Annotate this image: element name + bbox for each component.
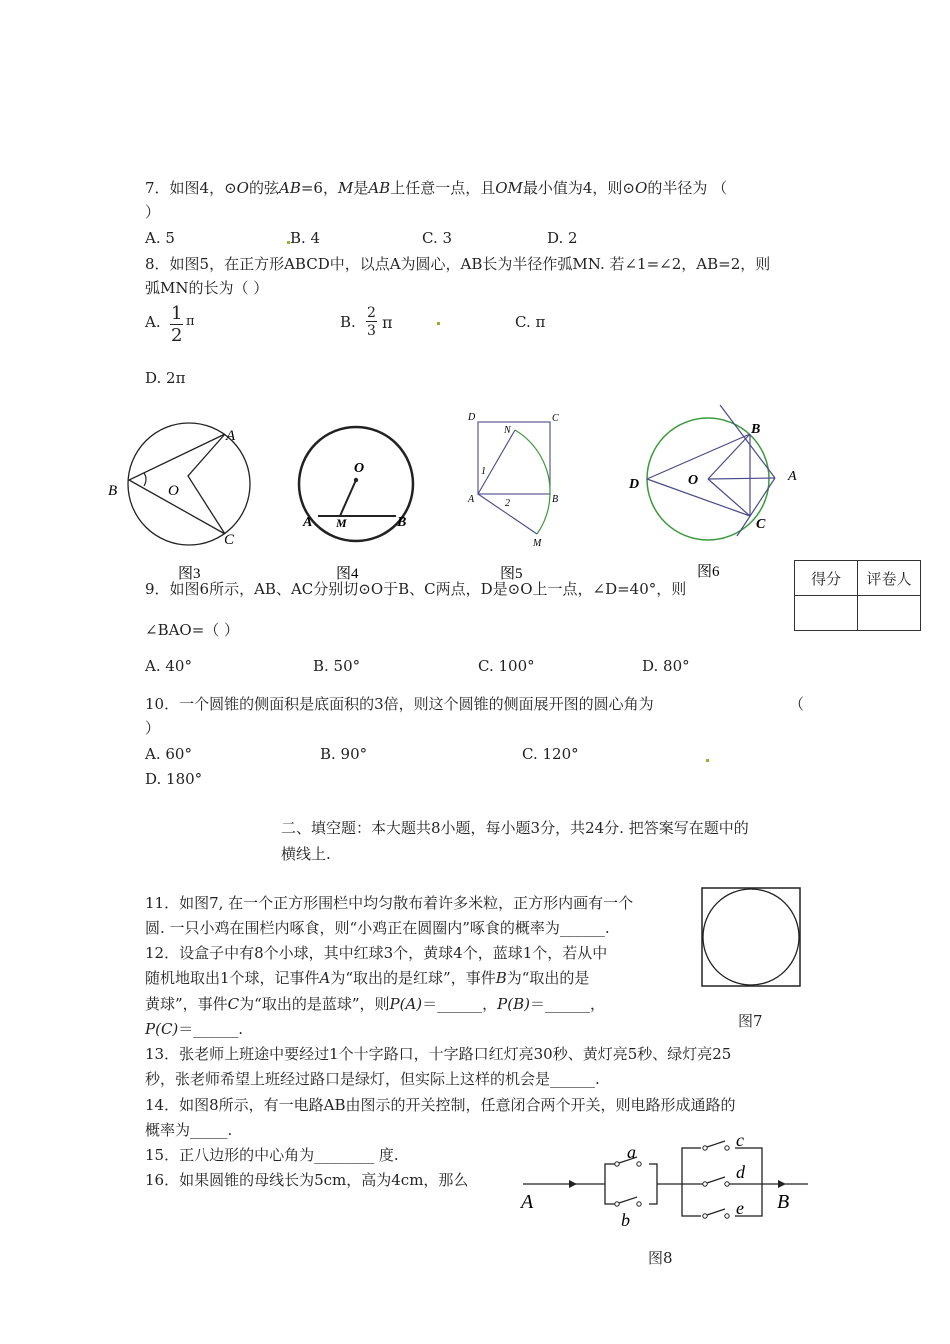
fig6-label-o: O	[688, 473, 699, 488]
q11-line1: 11．如图7, 在一个正方形围栏中均匀散布着许多米粒，正方形内画有一个	[145, 894, 634, 912]
q12-line3: 黄球”，事件C为“取出的是蓝球”，则P(A)＝______，P(B)＝______，	[145, 995, 605, 1013]
stray-dot	[437, 322, 440, 325]
q8-option-b-fraction	[366, 306, 377, 338]
fig5-label-2: 2	[505, 498, 510, 509]
q14-line1: 14．如图8所示，有一电路AB由图示的开关控制，任意闭合两个开关，则电路形成通路的	[145, 1096, 736, 1114]
q8-b-denominator: 3	[367, 323, 376, 339]
q9-option-a: A. 40°	[145, 657, 192, 675]
q12-line2: 随机地取出1个球，记事件A为“取出的是红球”，事件B为“取出的是	[145, 969, 590, 987]
q8-a-numerator: 1	[171, 303, 183, 324]
fig6-label-d: D	[629, 477, 640, 492]
fig3-label-c: C	[224, 532, 235, 548]
fig6-label-a: A	[788, 469, 797, 484]
score-cell[interactable]	[795, 596, 858, 631]
fig3-label-a: A	[226, 428, 236, 444]
score-header: 得分	[795, 561, 858, 596]
stray-dot	[706, 759, 709, 762]
q7-option-b: B. 4	[290, 229, 321, 247]
q10-option-a: A. 60°	[145, 745, 192, 763]
q8-option-a-fraction	[170, 305, 183, 345]
q10-option-c: C. 120°	[522, 745, 579, 763]
q7-close-paren: ）	[145, 203, 161, 221]
q8-option-b-label: B.	[340, 313, 356, 331]
fig4-caption: 图4	[336, 566, 359, 582]
fig5-label-m: M	[533, 538, 542, 549]
q13-line1: 13．张老师上班途中要经过1个十字路口，十字路口红灯亮30秒、黄灯亮5秒、绿灯亮25	[145, 1045, 732, 1063]
q8-option-b-pi: π	[382, 313, 393, 332]
q7-line1: 7．如图4，⊙O的弦AB=6，M是AB上任意一点，且OM最小值为4，则⊙O的半径为 （	[145, 179, 728, 197]
q9-option-d: D. 80°	[642, 657, 690, 675]
q7-option-d: D. 2	[547, 229, 578, 247]
fig5-label-d: D	[468, 412, 476, 423]
fig4-label-b: B	[397, 515, 407, 530]
grader-header: 评卷人	[858, 561, 921, 596]
figure-7	[700, 886, 804, 990]
fig6-label-b: B	[751, 422, 761, 437]
fig4-label-a: A	[303, 515, 313, 530]
fig5-label-1: 1	[481, 466, 486, 477]
fig8-switch-e: e	[736, 1198, 744, 1218]
fig5-label-c: C	[552, 413, 559, 424]
q8-line1: 8．如图5，在正方形ABCD中，以点A为圆心，AB长为半径作弧MN. 若∠1=∠2，AB=2，则	[145, 255, 771, 273]
q10-paren-close: ）	[145, 719, 161, 737]
fig8-switch-b: b	[621, 1210, 630, 1230]
figure-6	[628, 405, 797, 580]
fig6-caption: 图6	[697, 564, 720, 580]
score-table	[794, 560, 921, 631]
q9-option-b: B. 50°	[313, 657, 361, 675]
q9-line1: 9．如图6所示，AB、AC分别切⊙O于B、C两点，D是⊙O上一点，∠D=40°，则	[145, 580, 687, 598]
fig8-switch-c: c	[736, 1130, 744, 1150]
q15-text: 15．正八边形的中心角为________ 度.	[145, 1146, 399, 1164]
fig3-caption: 图3	[178, 566, 201, 582]
q8-line2: 弧MN的长为（ ）	[145, 279, 269, 297]
q9-line2: ∠BAO=（ ）	[145, 621, 240, 639]
q10-option-b: B. 90°	[320, 745, 368, 763]
q8-b-numerator: 2	[367, 305, 376, 321]
q14-line2: 概率为_____.	[145, 1121, 233, 1139]
fig8-label-b-node: B	[777, 1191, 790, 1213]
fig5-label-b: B	[552, 494, 559, 505]
fig5-label-a: A	[468, 494, 475, 505]
q10-option-d: D. 180°	[145, 770, 203, 788]
figure-5	[467, 412, 559, 582]
grader-cell[interactable]	[858, 596, 921, 631]
q11-line2: 圆. 一只小鸡在围栏内啄食，则“小鸡正在圆圈内”啄食的概率为______.	[145, 919, 610, 937]
q8-option-a-pi: π	[186, 314, 195, 329]
fig3-label-o: O	[168, 483, 179, 499]
q7-option-c: C. 3	[422, 229, 453, 247]
fig4-label-o: O	[354, 461, 365, 476]
q8-option-c: C. π	[515, 313, 546, 331]
q9-option-c: C. 100°	[478, 657, 535, 675]
fig8-switch-d: d	[736, 1162, 745, 1182]
q12-line1: 12．设盒子中有8个小球，其中红球3个，黄球4个，蓝球1个，若从中	[145, 944, 608, 962]
fig8-switch-a: a	[627, 1142, 636, 1162]
fig8-label-a-node: A	[521, 1191, 534, 1213]
q10-paren-open: （	[789, 695, 805, 713]
section2-line2: 横线上.	[281, 845, 331, 863]
figure-8-circuit	[515, 1128, 815, 1238]
figure-3	[108, 423, 250, 582]
fig3-label-b: B	[108, 483, 118, 499]
fig4-label-m: M	[336, 516, 347, 530]
q8-option-a-label: A.	[145, 313, 161, 331]
fig5-label-n: N	[504, 425, 511, 436]
q10-line1: 10．一个圆锥的侧面积是底面积的3倍，则这个圆锥的侧面展开图的圆心角为	[145, 695, 654, 713]
q13-line2: 秒，张老师希望上班经过路口是绿灯，但实际上这样的机会是______.	[145, 1070, 600, 1088]
fig5-caption: 图5	[500, 566, 523, 582]
section2-line1: 二、填空题：本大题共8小题，每小题3分，共24分. 把答案写在题中的	[281, 819, 749, 837]
fig8-caption: 图8	[648, 1249, 673, 1267]
stray-dot	[287, 241, 290, 244]
figure-4	[299, 427, 413, 582]
q8-a-denominator: 2	[171, 325, 183, 346]
q12-line4: P(C)＝______.	[145, 1020, 244, 1038]
q8-option-d: D. 2π	[145, 369, 186, 387]
fig6-label-c: C	[756, 517, 766, 532]
q16-text: 16．如果圆锥的母线长为5cm，高为4cm，那么	[145, 1171, 469, 1189]
fig7-caption: 图7	[738, 1012, 763, 1030]
q7-option-a: A. 5	[145, 229, 175, 247]
